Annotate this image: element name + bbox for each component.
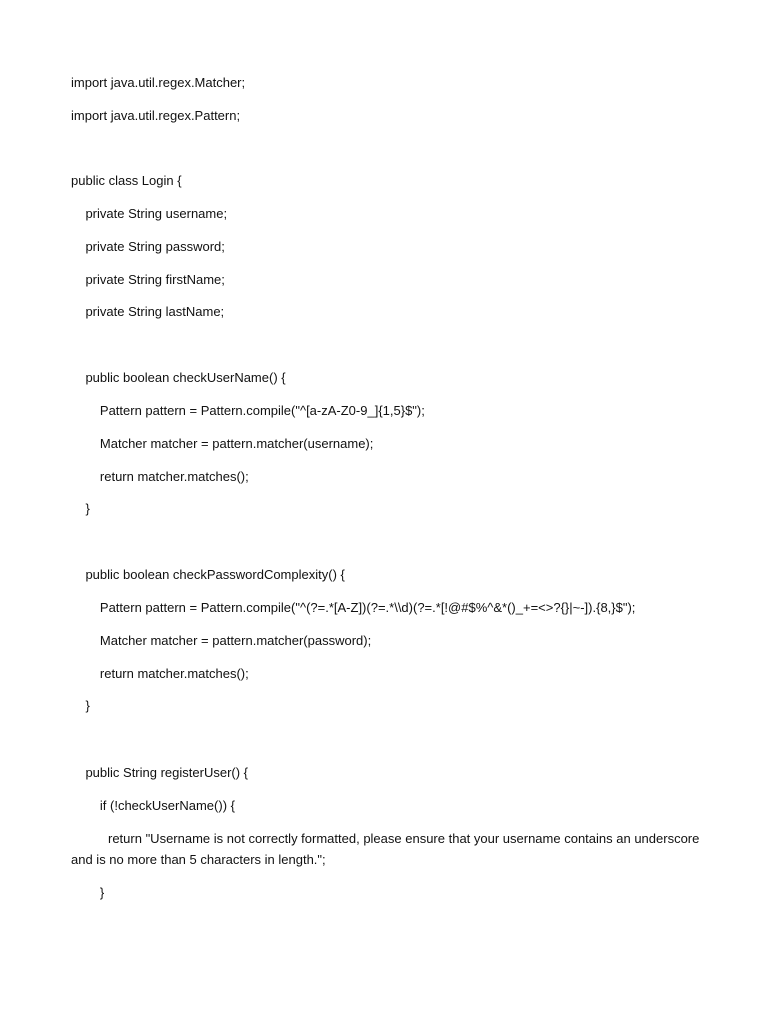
code-line-password-matcher: Matcher matcher = pattern.matcher(password); — [71, 633, 372, 648]
code-line-field-lastname: private String lastName; — [71, 304, 225, 319]
code-line-close-checkpassword: } — [71, 698, 90, 713]
return-error-text: return "Username is not correctly formatted, please ensure that your username contains an underscore and is no more than 5 characters in length."; — [71, 831, 700, 867]
code-line-username-return: return matcher.matches(); — [71, 469, 249, 484]
code-line-method-registeruser: public String registerUser() { — [71, 765, 249, 780]
code-line-method-checkusername: public boolean checkUserName() { — [71, 370, 286, 385]
code-line-import-matcher: import java.util.regex.Matcher; — [71, 75, 246, 90]
code-line-field-firstname: private String firstName; — [71, 272, 225, 287]
code-line-return-error-message — [71, 828, 701, 870]
code-line-class-declaration: public class Login { — [71, 173, 182, 188]
code-line-close-checkusername: } — [71, 501, 90, 516]
code-line-password-pattern: Pattern pattern = Pattern.compile("^(?=.*[A-Z])(?=.*\\d)(?=.*[!@#$%^&*()_+=<>?{}|~-]).{8,}$"); — [71, 600, 636, 615]
code-line-import-pattern: import java.util.regex.Pattern; — [71, 108, 241, 123]
code-line-if-checkusername: if (!checkUserName()) { — [71, 798, 235, 813]
code-line-close-if: } — [71, 885, 105, 900]
code-line-username-matcher: Matcher matcher = pattern.matcher(username); — [71, 436, 374, 451]
code-line-method-checkpassword: public boolean checkPasswordComplexity() { — [71, 567, 345, 582]
code-line-field-username: private String username; — [71, 206, 228, 221]
code-line-username-pattern: Pattern pattern = Pattern.compile("^[a-zA-Z0-9_]{1,5}$"); — [71, 403, 425, 418]
code-line-field-password: private String password; — [71, 239, 225, 254]
code-line-password-return: return matcher.matches(); — [71, 666, 249, 681]
